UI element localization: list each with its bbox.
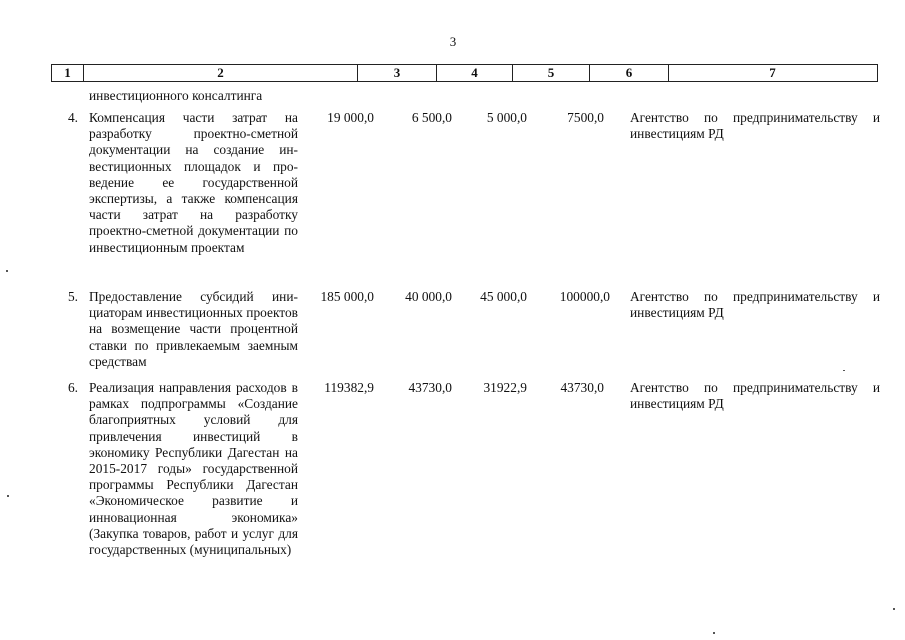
row-name: Компенсация части затрат на разработку проектно-сметной документации на создание инвестиционных площадок и проведение ее государственной экспертизы, а также компенсация части затрат на разработку проектно-сметной документации по инвестиционным проектам bbox=[89, 110, 298, 255]
row-col-3: 185 000,0 bbox=[320, 289, 374, 304]
page-number: 3 bbox=[449, 34, 457, 49]
row-col-4: 43730,0 bbox=[408, 380, 452, 395]
header-col-1: 1 bbox=[52, 65, 84, 81]
row-col-5: 45 000,0 bbox=[480, 289, 527, 304]
row-name: Предоставление субсидий инициаторам инвестиционных проектов на возмещение части процентной ставки по привлекаемым заемным средствам bbox=[89, 289, 298, 369]
row-col-5: 5 000,0 bbox=[486, 110, 527, 125]
row-agency: Агентство по предпринимательству и инвестициям РД bbox=[630, 289, 880, 321]
row-col-3: 19 000,0 bbox=[327, 110, 374, 125]
continuation-text: инвестиционного консалтинга bbox=[89, 88, 263, 103]
scan-speck bbox=[713, 632, 715, 634]
scan-speck bbox=[843, 370, 845, 371]
header-col-6: 6 bbox=[590, 65, 669, 81]
header-col-2: 2 bbox=[84, 65, 358, 81]
row-col-4: 6 500,0 bbox=[411, 110, 452, 125]
row-number: 6. bbox=[67, 380, 78, 395]
row-col-3: 119382,9 bbox=[324, 380, 374, 395]
row-col-6: 43730,0 bbox=[560, 380, 604, 395]
row-col-5: 31922,9 bbox=[483, 380, 527, 395]
header-col-5: 5 bbox=[513, 65, 590, 81]
header-col-4: 4 bbox=[437, 65, 513, 81]
header-col-7: 7 bbox=[769, 65, 776, 80]
row-number: 5. bbox=[67, 289, 78, 304]
table-header-row bbox=[51, 64, 878, 82]
scan-speck bbox=[7, 495, 9, 497]
scan-speck bbox=[6, 270, 8, 272]
row-name: Реализация направления расходов в рамках подпрограммы «Создание благоприятных условий для привлечения инвестиций в экономику Республики Дагестан на 2015-2017 годы» государственной программы Республики Дагестан «Экономическое развитие и инновационная экономика» (Закупка товаров, работ и услуг для государственных (муниципальных) bbox=[89, 380, 298, 558]
row-col-6: 7500,0 bbox=[567, 110, 604, 125]
row-agency: Агентство по предпринимательству и инвестициям РД bbox=[630, 380, 880, 412]
row-col-6: 100000,0 bbox=[559, 289, 610, 304]
scan-speck bbox=[893, 608, 895, 610]
header-col-3: 3 bbox=[358, 65, 437, 81]
row-number: 4. bbox=[67, 110, 78, 125]
row-agency: Агентство по предпринимательству и инвестициям РД bbox=[630, 110, 880, 142]
row-col-4: 40 000,0 bbox=[405, 289, 452, 304]
